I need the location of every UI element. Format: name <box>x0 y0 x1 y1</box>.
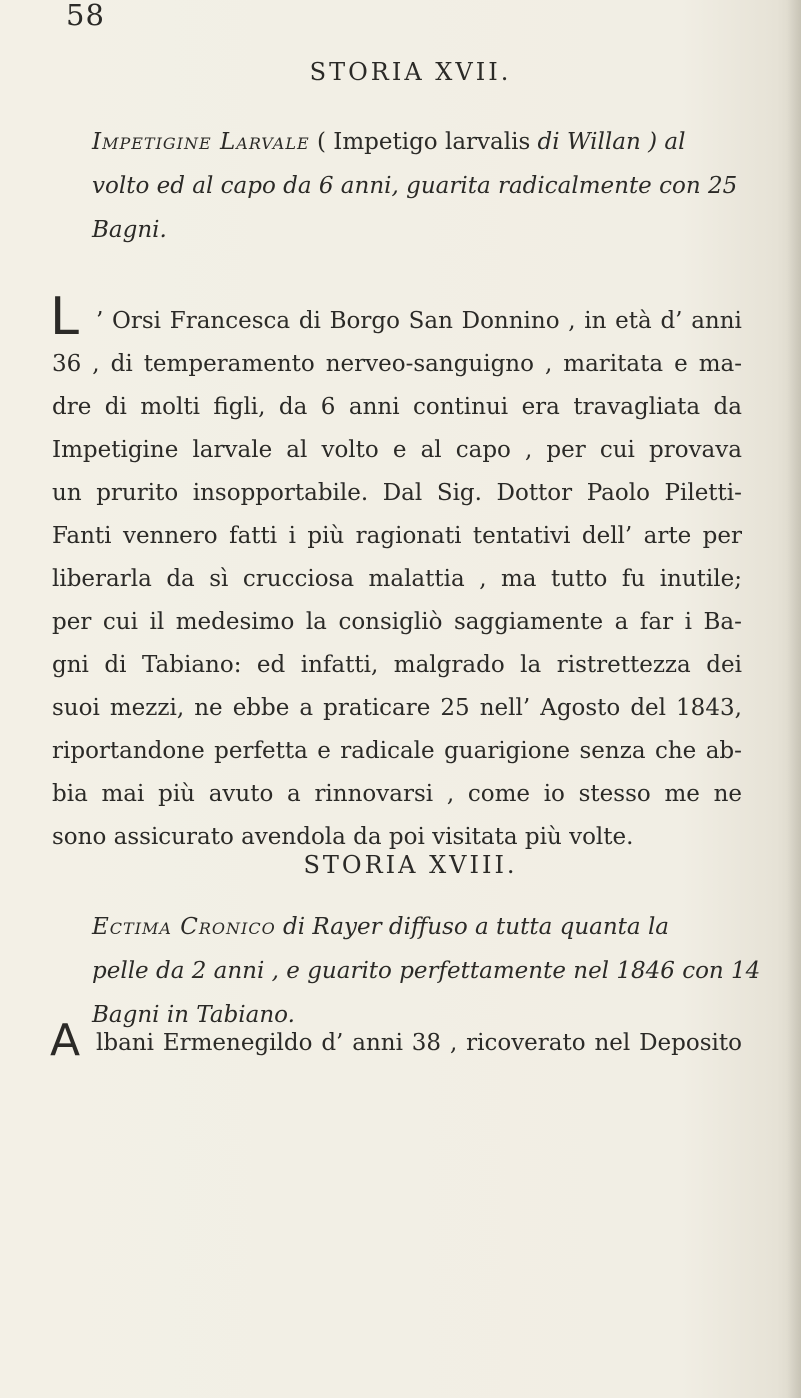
word: radicale <box>340 738 435 764</box>
word: Orsi <box>112 308 162 334</box>
story-xvii-summary <box>92 120 740 252</box>
word: maritata <box>563 351 664 377</box>
word: ’ <box>96 308 104 334</box>
word: 36 <box>52 351 82 377</box>
word: in <box>584 308 607 334</box>
word: fu <box>621 566 646 592</box>
word: al <box>286 437 308 463</box>
word: far <box>639 609 674 635</box>
word: dre <box>52 394 92 420</box>
summary-line: Impetigine Larvale ( Impetigo larvalis di Willan ) al <box>92 129 686 155</box>
word: da <box>278 394 308 420</box>
word: prurito <box>96 480 179 506</box>
word: io <box>543 781 565 807</box>
word: 25 <box>440 695 470 721</box>
word: la <box>520 652 542 678</box>
word: riportandone <box>52 738 205 764</box>
body-line <box>52 515 742 558</box>
word: i <box>288 523 296 549</box>
word: tutto <box>551 566 608 592</box>
word: nell’ <box>479 695 531 721</box>
word: liberarla <box>52 566 152 592</box>
word: Dal <box>382 480 423 506</box>
word: lbani <box>96 1030 154 1056</box>
word: Tabiano: <box>141 652 242 678</box>
word: nerveo-sanguigno <box>325 351 534 377</box>
word: ristrettezza <box>556 652 691 678</box>
word: molti <box>140 394 200 420</box>
word: medesimo <box>175 609 295 635</box>
word: i <box>684 609 692 635</box>
drop-capital: L <box>50 287 79 347</box>
summary-line: pelle da 2 anni , e guarito perfettamente nel 1846 con 14 <box>92 958 761 984</box>
word: da <box>713 394 742 420</box>
word: bia <box>52 781 88 807</box>
body-line <box>52 730 742 773</box>
word: per <box>546 437 586 463</box>
story-xviii-heading: STORIA XVIII. <box>303 851 518 879</box>
summary-line: volto ed al capo da 6 anni, guarita radicalmente con 25 <box>92 173 738 199</box>
page-edge-shadow <box>787 0 801 1398</box>
word: rinnovarsi <box>314 781 434 807</box>
word: ma <box>500 566 537 592</box>
word: a <box>614 609 629 635</box>
word: senza <box>579 738 646 764</box>
word: , <box>568 308 576 334</box>
body-line <box>52 472 742 515</box>
word: come <box>467 781 530 807</box>
word: fatti <box>229 523 278 549</box>
word: Ermenegildo <box>162 1030 313 1056</box>
word: ab- <box>705 738 742 764</box>
word: , <box>92 351 100 377</box>
word: Deposito <box>639 1030 742 1056</box>
body-line <box>52 1022 742 1065</box>
word: al <box>420 437 442 463</box>
body-line <box>52 601 742 644</box>
word: di <box>104 652 127 678</box>
word: e <box>392 437 407 463</box>
word: ricoverato <box>466 1030 586 1056</box>
word: Impetigine <box>52 437 179 463</box>
word: Donnino <box>461 308 560 334</box>
word: d’ <box>321 1030 344 1056</box>
word: gni <box>52 652 89 678</box>
word: inutile; <box>659 566 742 592</box>
word: per <box>52 609 92 635</box>
word: guarigione <box>444 738 571 764</box>
word: perfetta <box>214 738 308 764</box>
story-xviii-body <box>52 1022 742 1065</box>
word: consigliò <box>338 609 443 635</box>
word: Piletti- <box>664 480 742 506</box>
word: sì <box>209 566 229 592</box>
word: crucciosa <box>242 566 355 592</box>
word: a <box>287 781 301 807</box>
word: età <box>615 308 652 334</box>
word: avuto <box>208 781 274 807</box>
word: ebbe <box>232 695 290 721</box>
drop-capital: A <box>50 1015 81 1066</box>
word: mezzi, <box>109 695 185 721</box>
word: saggiamente <box>453 609 604 635</box>
word: , <box>446 781 455 807</box>
word: un <box>52 480 82 506</box>
word: anni <box>352 1030 403 1056</box>
word: era <box>521 394 560 420</box>
word: insopportabile. <box>192 480 369 506</box>
body-line <box>52 687 742 730</box>
word: malattia <box>368 566 465 592</box>
word: arte <box>643 523 692 549</box>
word: cui <box>102 609 138 635</box>
word: Sig. <box>436 480 482 506</box>
summary-line: Ectima Cronico di Rayer diffuso a tutta quanta la <box>92 914 670 940</box>
word: ne <box>194 695 223 721</box>
word: volto <box>321 437 379 463</box>
word: da <box>166 566 195 592</box>
word: Dottor <box>496 480 573 506</box>
word: cui <box>599 437 635 463</box>
word: suoi <box>52 695 100 721</box>
word: Borgo <box>329 308 400 334</box>
word: ragionati <box>355 523 462 549</box>
summary-line: Bagni. <box>92 217 167 243</box>
word: praticare <box>323 695 431 721</box>
word: la <box>305 609 327 635</box>
body-line <box>52 386 742 429</box>
word: del <box>630 695 667 721</box>
word: ed <box>256 652 286 678</box>
word: Agosto <box>540 695 621 721</box>
summary-caps-title: Impetigine Larvale <box>92 129 310 155</box>
word: di <box>110 351 133 377</box>
word: per <box>702 523 742 549</box>
word: anni <box>691 308 742 334</box>
word: Francesca <box>169 308 291 334</box>
body-line <box>52 773 742 816</box>
body-line <box>52 644 742 687</box>
word: il <box>149 609 165 635</box>
word: , <box>479 566 487 592</box>
word: dell’ <box>581 523 633 549</box>
body-line <box>52 300 742 343</box>
word: di <box>298 308 321 334</box>
word: più <box>307 523 345 549</box>
word: tentativi <box>472 523 571 549</box>
word: di <box>104 394 127 420</box>
body-line <box>52 558 742 601</box>
word: Ba- <box>703 609 742 635</box>
word: , <box>449 1030 458 1056</box>
word: d’ <box>660 308 683 334</box>
summary-caps-title: Ectima Cronico <box>92 914 276 940</box>
body-line <box>52 429 742 472</box>
word: provava <box>649 437 742 463</box>
word: malgrado <box>393 652 505 678</box>
word: San <box>408 308 453 334</box>
word: Paolo <box>586 480 650 506</box>
summary-line: Bagni in Tabiano. <box>92 1002 295 1028</box>
word: 6 <box>320 394 336 420</box>
word: me <box>664 781 700 807</box>
word: ma- <box>698 351 742 377</box>
word: 38 <box>411 1030 442 1056</box>
word: nel <box>594 1030 631 1056</box>
word: larvale <box>192 437 273 463</box>
word: più <box>158 781 195 807</box>
story-xvii-heading: STORIA XVII. <box>309 58 512 86</box>
word: Fanti <box>52 523 112 549</box>
word: capo <box>455 437 511 463</box>
body-line <box>52 343 742 386</box>
page-number: 58 <box>66 0 105 32</box>
word: stesso <box>578 781 651 807</box>
word: , <box>525 437 533 463</box>
story-xviii-summary <box>92 905 761 1037</box>
word: ne <box>713 781 742 807</box>
word: vennero <box>122 523 218 549</box>
word: mai <box>101 781 145 807</box>
word: e <box>317 738 331 764</box>
word: 1843, <box>676 695 742 721</box>
word: dei <box>706 652 742 678</box>
word: anni <box>348 394 400 420</box>
body-line: sono assicurato avendola da poi visitata più volte. <box>52 824 634 850</box>
story-xvii-body <box>52 300 742 859</box>
word: che <box>654 738 697 764</box>
word: travagliata <box>573 394 701 420</box>
word: figli, <box>213 394 266 420</box>
word: , <box>544 351 553 377</box>
word: infatti, <box>300 652 379 678</box>
word: e <box>674 351 688 377</box>
word: a <box>299 695 314 721</box>
summary-latin-term: Impetigo larvalis <box>333 129 531 155</box>
word: temperamento <box>143 351 315 377</box>
word: continui <box>413 394 509 420</box>
